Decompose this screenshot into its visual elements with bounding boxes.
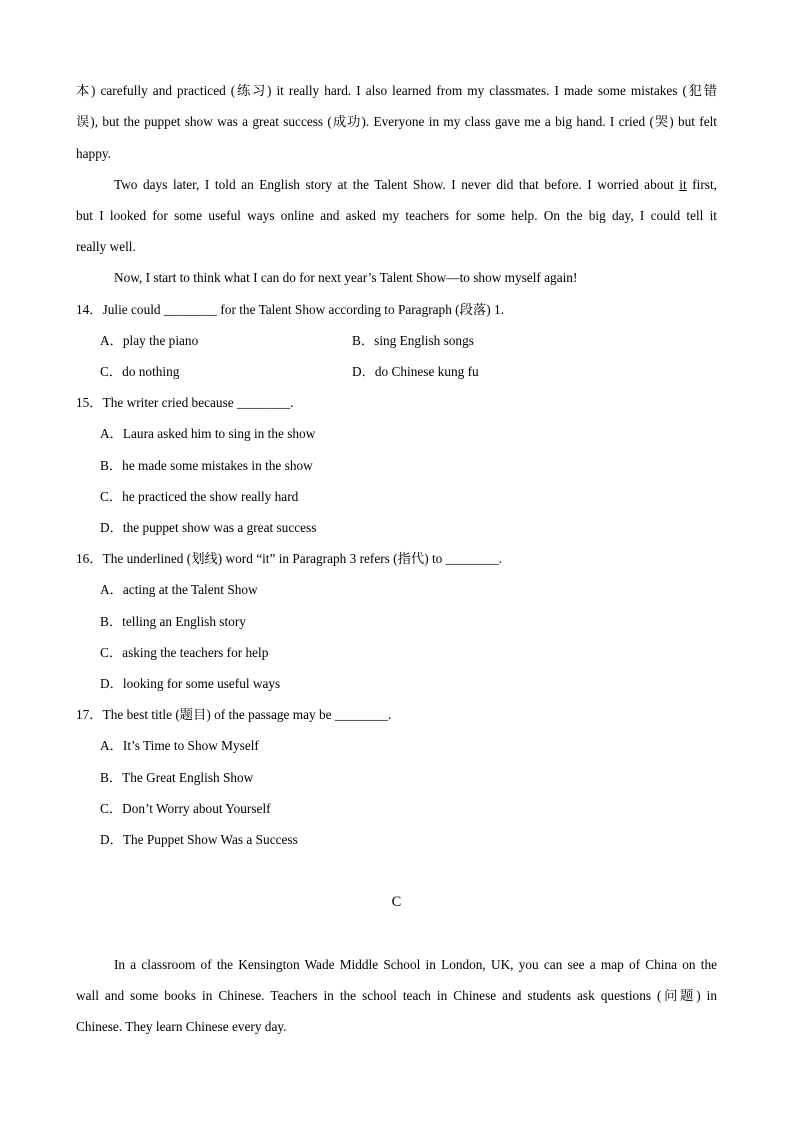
passage-line: wall and some books in Chinese. Teachers in the school teach in Chinese and students ask questions (问题) in [76, 988, 717, 1003]
option-c: C．asking the teachers for help [100, 645, 269, 660]
question-stem: 17．The best title (题目) of the passage may be ________. [76, 707, 392, 722]
underlined-word: it [679, 177, 687, 192]
passage-line: happy. [76, 146, 111, 161]
option-a: A．Laura asked him to sing in the show [100, 426, 316, 441]
option-a: A．It’s Time to Show Myself [100, 738, 259, 753]
question-stem: 15．The writer cried because ________. [76, 395, 294, 410]
passage-line: Now, I start to think what I can do for next year’s Talent Show—to show myself again! [114, 270, 578, 285]
question-stem: 14．Julie could ________ for the Talent Show according to Paragraph (段落) 1. [76, 302, 504, 317]
option-c: C．Don’t Worry about Yourself [100, 801, 271, 816]
option-d: D．do Chinese kung fu [352, 364, 479, 379]
question-stem: 16．The underlined (划线) word “it” in Paragraph 3 refers (指代) to ________. [76, 551, 503, 566]
option-c: C．he practiced the show really hard [100, 489, 299, 504]
section-heading: C [391, 894, 402, 910]
option-a: A．play the piano [100, 333, 199, 348]
passage-line: 本) carefully and practiced (练习) it really hard. I also learned from my classmates. I made some mistakes (犯错 [76, 83, 717, 98]
passage-line: In a classroom of the Kensington Wade Middle School in London, UK, you can see a map of China on the [114, 957, 717, 972]
passage-line: 误), but the puppet show was a great success (成功). Everyone in my class gave me a big hand. I cried (哭) but felt [76, 114, 717, 129]
passage-line [114, 175, 717, 195]
passage-line: but I looked for some useful ways online and asked my teachers for some help. On the big day, I could tell it [76, 208, 717, 223]
option-b: B．sing English songs [352, 333, 474, 348]
option-a: A．acting at the Talent Show [100, 582, 258, 597]
option-b: B．The Great English Show [100, 770, 254, 785]
passage-line: really well. [76, 239, 136, 254]
option-b: B．telling an English story [100, 614, 246, 629]
passage-text: Two days later, I told an English story at the Talent Show. I never did that before. I worried about [114, 177, 680, 192]
option-d: D．the puppet show was a great success [100, 520, 317, 535]
passage-line: Chinese. They learn Chinese every day. [76, 1019, 287, 1034]
option-b: B．he made some mistakes in the show [100, 458, 313, 473]
option-c: C．do nothing [100, 364, 180, 379]
option-d: D．looking for some useful ways [100, 676, 281, 691]
option-d: D．The Puppet Show Was a Success [100, 832, 298, 847]
passage-text: first, [686, 177, 717, 192]
